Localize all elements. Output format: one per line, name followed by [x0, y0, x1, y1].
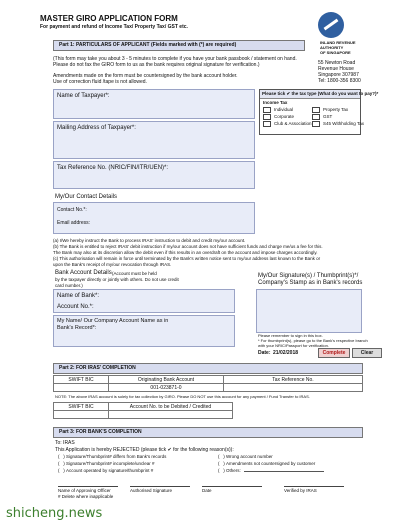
- reason-wrong-account[interactable]: [218, 454, 273, 460]
- col-account-debited: Account No. to be Debited / Credited: [109, 403, 233, 411]
- option-property-tax[interactable]: [312, 107, 348, 113]
- mailing-address-label: Mailing Address of Taxpayer*:: [57, 125, 136, 131]
- reason-label: Account operated by signature/thumbprint #: [66, 468, 154, 473]
- tax-reference-label: Tax Reference No. (NRIC/FIN/ITR/UEN)*:: [57, 165, 169, 171]
- verified-line: [284, 486, 344, 487]
- income-tax-label: Income Tax: [263, 100, 288, 105]
- address-line-2: Revenue House: [318, 66, 354, 72]
- reason-label: Signature/Thumbprint# differs from Bank's records: [66, 454, 167, 459]
- option-label: Club & Association: [274, 121, 312, 126]
- bank-name-field[interactable]: [53, 289, 235, 313]
- bank-note-3: card number.): [55, 283, 83, 288]
- bank-note-1: (Account must be held: [112, 271, 157, 276]
- checkbox[interactable]: [312, 107, 320, 113]
- checkbox-paren[interactable]: ( ): [58, 461, 66, 466]
- address-line-1: 55 Newton Road: [318, 60, 356, 66]
- date-label: Date:: [258, 350, 271, 356]
- col-swift-bic-2: SWIFT BIC: [54, 403, 109, 411]
- account-name-field[interactable]: [53, 315, 235, 347]
- bank-note-2: by the taxpayer directly or jointly with others. Do not use credit: [55, 277, 179, 282]
- reason-label: Signature/Thumbprint# incomplete/unclear #: [66, 461, 155, 466]
- address-line-3: Singapore 307987: [318, 72, 359, 78]
- checkbox-paren[interactable]: ( ): [58, 468, 66, 473]
- swift-bic-cell[interactable]: [54, 384, 109, 392]
- account-debited-cell[interactable]: [109, 411, 233, 419]
- reason-signature-incomplete[interactable]: [58, 461, 155, 467]
- part3-title: Part 3: FOR BANK'S COMPLETION: [59, 429, 142, 435]
- contact-no-label: Contact No.*:: [57, 207, 87, 213]
- option-club[interactable]: [263, 121, 312, 127]
- option-label: Property Tax: [323, 107, 349, 112]
- date-value: 21/02/2018: [273, 350, 299, 356]
- taxpayer-name-label: Name of Taxpayer*:: [57, 93, 110, 99]
- intro-line-2: Please do not fax the GIRO form to us as the bank requires original signature for verification.): [53, 62, 260, 68]
- declaration-b2: The Bank may also at its discretion allow the debit even if this results in an overdraft on the account and impose charges accordingly.: [53, 250, 318, 255]
- taxpayer-name-field[interactable]: [53, 89, 255, 119]
- signature-label-1: My/Our Signature(s) / Thumbprint(s)*/: [258, 273, 359, 279]
- signature-line: [130, 486, 190, 487]
- option-label: Individual: [274, 107, 294, 112]
- rejected-text: This Application is hereby REJECTED (please tick ✔ for the following reason(s)):: [55, 447, 234, 453]
- checkbox-paren[interactable]: ( ): [218, 468, 226, 473]
- declaration-b: (b) The Bank is entitled to reject IRAS' debit instruction if my/our account does not have sufficient funds and charge me/us a fee for this.: [53, 244, 323, 249]
- signature-note-3: with your NRIC/Passport for verification.: [258, 343, 329, 348]
- part2-header: [53, 363, 363, 374]
- bank-name-label: Name of Bank*:: [57, 293, 100, 299]
- option-individual[interactable]: [263, 107, 293, 113]
- authority-line-2: AUTHORITY: [320, 45, 344, 50]
- part2-title: Part 2: FOR IRAS' COMPLETION: [59, 365, 136, 371]
- contact-details-field[interactable]: [53, 202, 255, 234]
- option-label: S45 Withholding Tax: [323, 121, 364, 126]
- officer-line: [58, 486, 118, 487]
- intro-line-1: (This form may take you about 3 - 5 minutes to complete if you have your bank passbook / statement on hand.: [53, 56, 297, 62]
- date-line: [202, 486, 262, 487]
- watermark: shicheng.news: [6, 506, 103, 521]
- checkbox[interactable]: [263, 121, 271, 127]
- authority-line-3: OF SINGAPORE: [320, 50, 351, 55]
- tax-reference-field[interactable]: [53, 161, 255, 189]
- address-line-4: Tel: 1800-356 8300: [318, 78, 361, 84]
- amend-line-2: Use of correction fluid /tape is not allowed.: [53, 79, 147, 85]
- account-name-label-2: Bank's Record*:: [57, 325, 97, 331]
- part3-header: [53, 427, 363, 438]
- checkbox-paren[interactable]: ( ): [58, 454, 66, 459]
- col-originating-account: Originating Bank Account: [109, 376, 224, 384]
- part1-header: [53, 40, 305, 51]
- swift-bic-cell-2[interactable]: [54, 411, 109, 419]
- footer-note: # Delete where inapplicable: [58, 494, 114, 499]
- tax-reference-cell[interactable]: [224, 384, 363, 392]
- iras-table: [53, 375, 363, 392]
- checkbox-paren[interactable]: ( ): [218, 461, 226, 466]
- footer-signature: Authorised Signature: [130, 488, 173, 493]
- reason-account-operated[interactable]: [58, 468, 153, 474]
- option-label: GST: [323, 114, 333, 119]
- declaration-a: (a) I/We hereby instruct the Bank to process IRAS' instruction to debit and credit my/our account.: [53, 238, 246, 243]
- checkbox-paren[interactable]: ( ): [218, 454, 226, 459]
- tax-type-header: [260, 90, 379, 99]
- declaration-c2: upon the Bank's receipt of my/our revocation through IRAS.: [53, 262, 172, 267]
- checkbox[interactable]: [263, 114, 271, 120]
- account-name-label-1: My Name/ Our Company Account Name as in: [57, 318, 169, 324]
- part1-title: Part 1: PARTICULARS OF APPLICANT (Fields marked with (*) are required): [59, 42, 237, 48]
- signature-label-2: Company's Stamp as in Bank's records: [258, 280, 363, 286]
- reason-others[interactable]: [218, 468, 324, 474]
- col-tax-reference: Tax Reference No.: [224, 376, 363, 384]
- checkbox[interactable]: [312, 114, 320, 120]
- declaration-c: (c) This authorisation will remain in force until terminated by the Bank's written notice sent to my/our address last known to the Bank or: [53, 256, 321, 261]
- iras-logo: [318, 12, 344, 38]
- debit-table: [53, 402, 233, 419]
- signature-note-1: Please remember to sign in this box.: [258, 333, 323, 338]
- form-title: MASTER GIRO APPLICATION FORM: [40, 14, 178, 23]
- signature-note-2: * For thumbprint(s), please go to the Bank's respective branch: [258, 338, 368, 343]
- signature-box[interactable]: [256, 289, 362, 333]
- checkbox[interactable]: [312, 121, 320, 127]
- col-swift-bic: SWIFT BIC: [54, 376, 109, 384]
- reason-amendments[interactable]: [218, 461, 315, 467]
- footer-date: Date: [202, 488, 212, 493]
- account-no-label: Account No.*:: [57, 304, 94, 310]
- reason-label: Others:: [226, 468, 241, 473]
- reason-label: Amendments not countersigned by customer: [226, 461, 316, 466]
- complete-button[interactable]: Complete: [318, 348, 350, 358]
- checkbox[interactable]: [263, 107, 271, 113]
- footer-officer: Name of Approving Officer: [58, 488, 111, 493]
- email-label: Email address:: [57, 220, 91, 226]
- bank-details-title: Bank Account Details: [55, 270, 112, 276]
- part2-note: NOTE: The above IRAS account is solely for tax collection by GIRO. Please DO NOT use this account for any payment / Fund Transfer to IRAS.: [55, 394, 310, 399]
- clear-button[interactable]: Clear: [352, 348, 382, 358]
- tax-type-header-text: Please tick ✔ the tax type (What do you want to pay?)*: [262, 91, 379, 96]
- others-line[interactable]: [244, 471, 324, 472]
- authority-line-1: INLAND REVENUE: [320, 40, 356, 45]
- form-subtitle: For payment and refund of Income Tax/ Property Tax/ GST etc.: [40, 24, 188, 30]
- footer-verified: Verified by IRAS: [284, 488, 317, 493]
- originating-account-value: 001-023871-0: [109, 384, 224, 392]
- option-s45[interactable]: [312, 121, 364, 127]
- reason-label: Wrong account number: [226, 454, 273, 459]
- mailing-address-field[interactable]: [53, 121, 255, 159]
- option-label: Corporate: [274, 114, 295, 119]
- option-gst[interactable]: [312, 114, 332, 120]
- amend-line-1: Amendments made on the form must be countersigned by the bank account holder.: [53, 73, 238, 79]
- reason-signature-differs[interactable]: [58, 454, 166, 460]
- option-corporate[interactable]: [263, 114, 294, 120]
- to-iras: To: IRAS: [55, 440, 75, 446]
- contact-title: My/Our Contact Details: [55, 194, 118, 200]
- tax-type-box: [259, 89, 379, 135]
